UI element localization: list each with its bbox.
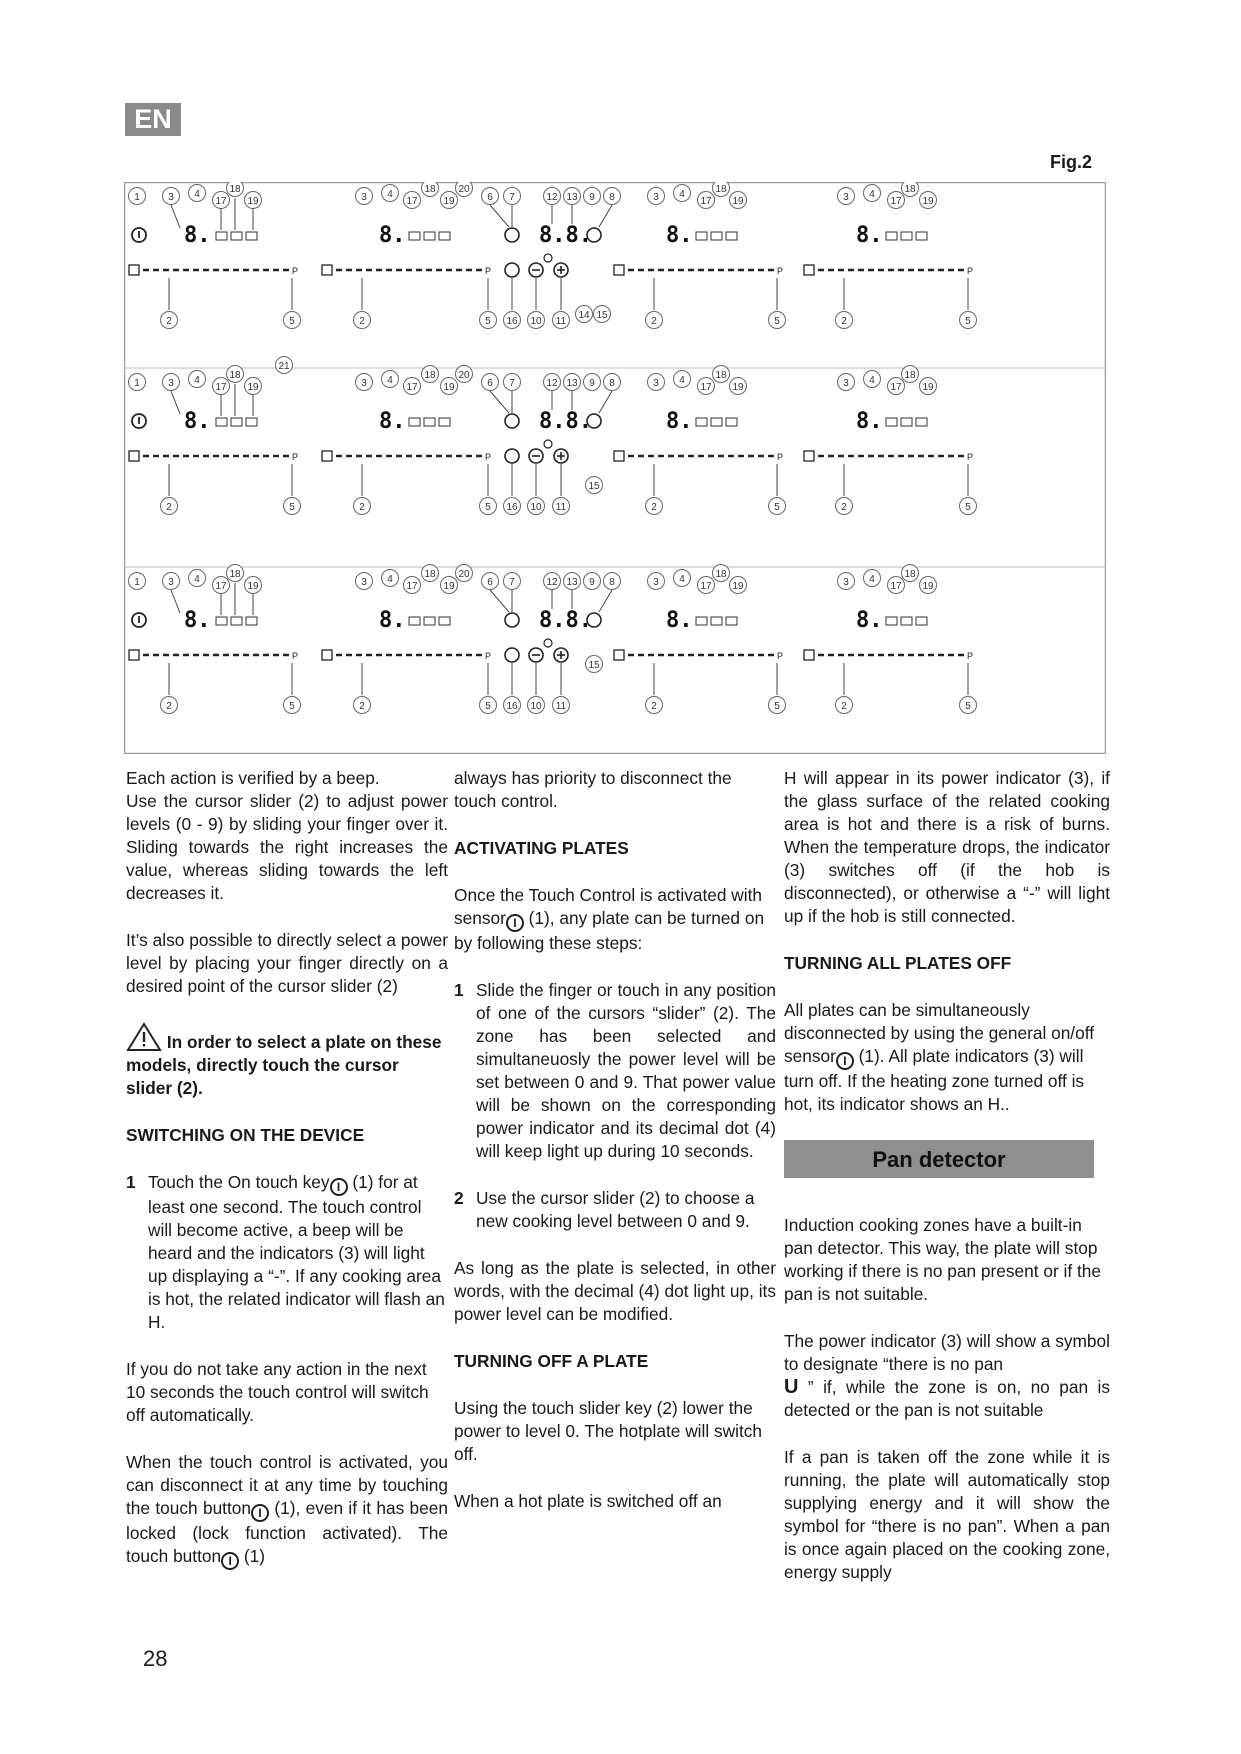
power-indicator: 8. [666,608,693,633]
step-number: 2 [454,1188,464,1208]
step-text: Slide the finger or touch in any position of one of the cursors “slider” (2). The zone has been selected and simultaneuosly the power level will be set between 0 and 9. That power value will be shown on the corresponding power indicator and its decimal dot (4) will keep light up during 10 seconds. [476,980,776,1161]
callout-number: 15 [588,481,600,492]
callout-number: 2 [359,502,365,513]
power-icon: I [836,1052,854,1070]
power-indicator: 8.8. [539,608,592,633]
callout-number: 19 [443,196,455,207]
paragraph: The power indicator (3) will show a symbol to designate “there is no pan U ” if, while the zone is on, no pan is detected or the pan is not suitable [784,1331,1110,1420]
callout-number: 2 [841,502,847,513]
callout-number: 10 [530,701,542,712]
callout-number: 4 [387,189,393,200]
callout-number: 18 [715,370,727,381]
callout-number: 2 [166,316,172,327]
callout-number: 3 [168,577,174,588]
step-item [454,1187,776,1233]
power-indicator: 8. [666,409,693,434]
callout-number: 5 [774,502,780,513]
callout-number: 5 [774,316,780,327]
step-item [126,1171,448,1334]
callout-number: 18 [715,184,727,195]
paragraph: Once the Touch Control is activated with sensor I (1), any plate can be turned on by following these steps: [454,885,765,953]
slider-end-label: P [777,651,784,661]
step-text: Use the cursor slider (2) to choose a new cooking level between 0 and 9. [476,1188,755,1231]
column-3 [784,767,1110,1608]
callout-number: 15 [596,310,608,321]
zone-select-icon [614,265,624,275]
callout-number: 14 [578,310,590,321]
callout-number: 2 [651,701,657,712]
language-badge: EN [125,103,181,136]
callout-number: 9 [589,192,595,203]
zone-select-icon [129,650,139,660]
paragraph: If a pan is taken off the zone while it is running, the plate will automatically stop supplying energy and it will show the symbol for “there is no pan”. When a pan is once again placed on the cooking zone, energy supply [784,1447,1110,1582]
paragraph: Use the cursor slider (2) to adjust power levels (0 - 9) by sliding your finger over it. Sliding towards the right increases the value, whereas sliding towards the left decreases it. [126,791,448,903]
zone-select-icon [804,265,814,275]
paragraph: It’s also possible to directly select a power level by placing your finger directly on a desired point of the cursor slider (2) [126,930,448,996]
callout-number: 5 [485,316,491,327]
power-indicator: 8. [666,223,693,248]
slider-end-label: P [292,452,299,462]
callout-number: 5 [289,316,295,327]
callout-number: 3 [653,192,659,203]
callout-number: 20 [458,569,470,580]
callout-number: 19 [247,196,259,207]
callout-number: 19 [732,382,744,393]
callout-number: 18 [904,569,916,580]
zone-select-icon [804,650,814,660]
callout-number: 11 [555,502,567,513]
callout-number: 12 [546,378,558,389]
callout-number: 10 [530,502,542,513]
callout-number: 3 [361,192,367,203]
callout-number: 6 [487,577,493,588]
callout-number: 5 [965,316,971,327]
callout-number: 3 [361,378,367,389]
callout-number: 19 [922,382,934,393]
callout-number: 4 [679,189,685,200]
callout-number: 2 [841,316,847,327]
paragraph: Each action is verified by a beep. [126,768,380,788]
callout-number: 11 [555,701,567,712]
callout-number: 18 [229,184,241,195]
callout-number: 19 [247,581,259,592]
slider-end-label: P [485,651,492,661]
callout-number: 1 [134,577,140,588]
callout-number: 5 [485,701,491,712]
callout-number: 3 [843,192,849,203]
callout-number: 2 [651,316,657,327]
callout-number: 6 [487,192,493,203]
callout-number: 5 [965,701,971,712]
callout-number: 10 [530,316,542,327]
callout-number: 19 [732,196,744,207]
power-indicator: 8. [379,223,406,248]
callout-number: 3 [361,577,367,588]
callout-number: 7 [509,192,515,203]
callout-number: 17 [215,196,227,207]
callout-number: 9 [589,577,595,588]
callout-number: 17 [406,196,418,207]
control-panel-figure [124,182,1106,754]
warning-icon [126,1022,162,1052]
callout-number: 4 [194,375,200,386]
callout-number: 9 [589,378,595,389]
slider-end-label: P [292,266,299,276]
step-text: Touch the On touch key I (1) for at least one second. The touch control will become active, a beep will be heard and the indicators (3) will light up displaying a “-”. If any cooking area is hot, the related indicator will flash an H. [148,1172,445,1332]
callout-number: 19 [922,196,934,207]
callout-number: 12 [546,192,558,203]
zone-select-icon [614,650,624,660]
callout-number: 13 [566,577,578,588]
callout-number: 7 [509,577,515,588]
power-indicator: 8. [379,409,406,434]
zone-select-icon [804,451,814,461]
step-number: 1 [126,1172,136,1192]
callout-number: 3 [653,378,659,389]
warning-note [126,1022,448,1100]
callout-number: 4 [194,574,200,585]
callout-number: 19 [443,382,455,393]
slider-end-label: P [292,651,299,661]
callout-number: 3 [843,577,849,588]
column-2 [454,767,776,1537]
callout-number: 17 [890,382,902,393]
power-indicator: 8. [856,223,883,248]
paragraph: As long as the plate is selected, in other words, with the decimal (4) dot light up, its power level can be modified. [454,1258,776,1324]
callout-number: 20 [458,184,470,195]
callout-number: 17 [700,382,712,393]
callout-number: 3 [653,577,659,588]
callout-number: 17 [890,196,902,207]
paragraph: When a hot plate is switched off an [454,1491,722,1511]
callout-number: 3 [168,378,174,389]
callout-number: 16 [506,502,518,513]
callout-number: 4 [387,375,393,386]
power-indicator: 8.8. [539,223,592,248]
zone-select-icon [129,265,139,275]
power-indicator: 8. [856,608,883,633]
power-icon: I [506,914,524,932]
callout-number: 2 [841,701,847,712]
pan-detector-title: Pan detector [784,1140,1094,1178]
callout-number: 5 [289,502,295,513]
callout-number: 18 [424,370,436,381]
zone-select-icon [129,451,139,461]
slider-end-label: P [485,266,492,276]
callout-number: 17 [406,382,418,393]
callout-number: 16 [506,701,518,712]
callout-number: 3 [843,378,849,389]
callout-number: 17 [700,581,712,592]
callout-number: 2 [359,701,365,712]
callout-number: 3 [168,192,174,203]
callout-number: 18 [424,184,436,195]
no-pan-symbol: U [784,1376,799,1398]
callout-number: 8 [609,192,615,203]
slider-end-label: P [777,266,784,276]
paragraph: All plates can be simultaneously disconnected by using the general on/off sensor I (1). All plate indicators (3) will turn off. If the heating zone turned off is hot, its indicator shows an H.. [784,1000,1095,1114]
slider-end-label: P [485,452,492,462]
slider-end-label: P [777,452,784,462]
step-number: 1 [454,980,464,1000]
callout-number: 18 [904,370,916,381]
callout-number: 18 [229,370,241,381]
callout-number: 5 [289,701,295,712]
zone-select-icon [322,650,332,660]
callout-number: 4 [869,375,875,386]
callout-number: 17 [700,196,712,207]
slider-end-label: P [967,266,974,276]
callout-number: 11 [555,316,567,327]
callout-number: 17 [215,382,227,393]
callout-number: 19 [247,382,259,393]
heading-turning-off-plate: TURNING OFF A PLATE [454,1351,649,1371]
callout-number: 6 [487,378,493,389]
heading-switching-on: SWITCHING ON THE DEVICE [126,1125,365,1145]
callout-number: 13 [566,192,578,203]
paragraph: always has priority to disconnect the touch control. [454,768,732,811]
power-indicator: 8. [184,223,211,248]
warning-text: In order to select a plate on these models, directly touch the cursor slider (2). [126,1032,442,1098]
power-icon: I [330,1178,348,1196]
callout-number: 16 [506,316,518,327]
callout-number: 20 [458,370,470,381]
callout-number: 4 [679,375,685,386]
callout-number: 2 [166,701,172,712]
paragraph: H will appear in its power indicator (3), if the glass surface of the related cooking area is hot and there is a risk of burns. When the temperature drops, the indicator (3) switches off (if the hob is disconnected), or otherwise a “-” will light up if the hob is still connected. [784,768,1110,926]
paragraph: Using the touch slider key (2) lower the power to level 0. The hotplate will switch off. [454,1398,763,1464]
callout-number: 7 [509,378,515,389]
power-indicator: 8. [184,608,211,633]
callout-number: 1 [134,192,140,203]
slider-end-label: P [967,452,974,462]
power-icon: I [251,1504,269,1522]
callout-number: 15 [588,660,600,671]
callout-number: 19 [922,581,934,592]
column-1 [126,767,448,1594]
callout-number: 4 [387,574,393,585]
callout-number: 18 [424,569,436,580]
callout-number: 18 [904,184,916,195]
step-item [454,979,776,1163]
callout-number: 4 [679,574,685,585]
callout-number: 4 [869,189,875,200]
callout-number: 17 [890,581,902,592]
callout-number: 13 [566,378,578,389]
callout-number: 5 [774,701,780,712]
zone-select-icon [614,451,624,461]
slider-end-label: P [967,651,974,661]
paragraph: When the touch control is activated, you can disconnect it at any time by touching the touch button I (1), even if it has been locked (lock function activated). The touch button I (1) [126,1452,448,1568]
paragraph: Induction cooking zones have a built-in pan detector. This way, the plate will stop working if there is no pan present or if the pan is not suitable. [784,1215,1101,1304]
zone-select-icon [322,451,332,461]
callout-number: 2 [651,502,657,513]
callout-number: 1 [134,378,140,389]
callout-number: 5 [485,502,491,513]
callout-number: 2 [166,502,172,513]
callout-number: 21 [278,361,290,372]
callout-number: 18 [229,569,241,580]
heading-activating-plates: ACTIVATING PLATES [454,838,629,858]
callout-number: 17 [406,581,418,592]
power-icon: I [221,1552,239,1570]
callout-number: 8 [609,378,615,389]
heading-turning-all-off: TURNING ALL PLATES OFF [784,953,1012,973]
figure-label: Fig.2 [1050,152,1093,172]
callout-number: 5 [965,502,971,513]
callout-number: 4 [194,189,200,200]
zone-select-icon [322,265,332,275]
power-indicator: 8. [379,608,406,633]
callout-number: 18 [715,569,727,580]
power-indicator: 8.8. [539,409,592,434]
page-number: 28 [143,1646,168,1671]
power-indicator: 8. [184,409,211,434]
callout-number: 19 [443,581,455,592]
callout-number: 8 [609,577,615,588]
callout-number: 17 [215,581,227,592]
callout-number: 4 [869,574,875,585]
paragraph: If you do not take any action in the next 10 seconds the touch control will switch off automatically. [126,1359,429,1425]
callout-number: 12 [546,577,558,588]
callout-number: 19 [732,581,744,592]
power-indicator: 8. [856,409,883,434]
callout-number: 2 [359,316,365,327]
